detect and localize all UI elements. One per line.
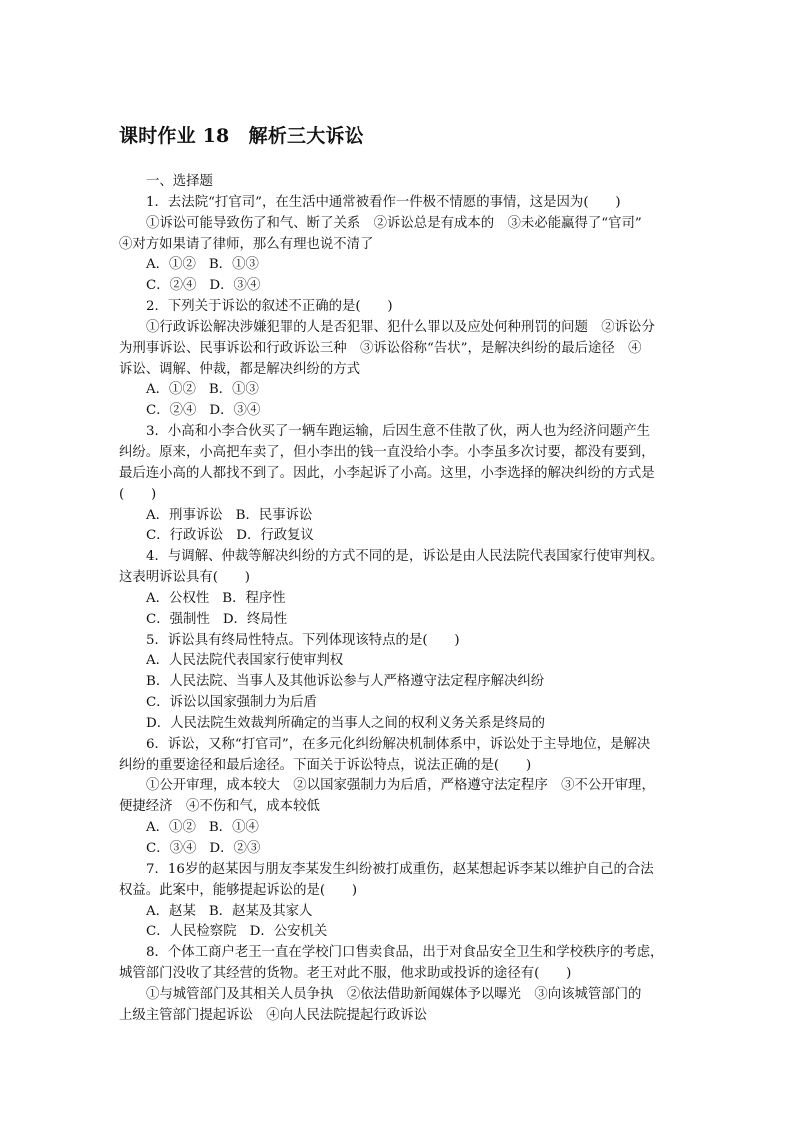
options-row [119,610,685,631]
question-list [119,172,685,1027]
answer-option: A．公权性 [146,590,210,606]
question-stem-line: 4．与调解、仲裁等解决纠纷的方式不同的是，诉讼是由人民法院代表国家行使审判权。 [146,549,664,565]
answer-option: C．行政诉讼 [146,528,224,544]
options-row [119,672,685,693]
question-item [119,860,685,943]
answer-option: D．终局性 [222,611,288,627]
statement-line: ①诉讼可能导致伤了和气、断了关系 ②诉讼总是有成本的 ③未必能赢得了“官司” [146,215,642,231]
question-item [119,547,685,630]
answer-option: B．①④ [208,820,259,836]
question-stem-line: 纠纷的重要途径和最后途径。下面关于诉讼特点，说法正确的是( ) [119,757,532,773]
statement-line: ④对方如果请了律师，那么有理也说不清了 [119,236,374,252]
question-item [119,943,685,1026]
question-stem-line: ( ) [119,486,157,502]
answer-option: A．①② [146,257,196,273]
answer-option: A．刑事诉讼 [146,507,223,523]
options-row [119,818,685,839]
question-stem-line: 城管部门没收了其经营的货物。老王对此不服，他求助或投诉的途径有( ) [119,966,572,982]
statement-line: ①行政诉讼解决涉嫌犯罪的人是否犯罪、犯什么罪以及应处何种刑罚的问题 ②诉讼分 [146,319,655,335]
answer-option: B．民事诉讼 [235,507,313,523]
answer-option: A．赵某 [146,903,196,919]
statement-line: 为刑事诉讼、民事诉讼和行政诉讼三种 ③诉讼俗称“告状”，是解决纠纷的最后途径 ④ [119,340,642,356]
options-row [119,902,685,923]
question-item [119,422,685,547]
answer-option: C．③④ [146,841,197,856]
options-row [119,380,685,401]
statement-line: 便捷经济 ④不伤和气，成本较低 [119,799,320,815]
options-row [119,401,685,422]
options-row [119,839,685,860]
options-row [119,693,685,714]
options-row [119,506,685,527]
options-row [119,276,685,297]
answer-option: C．人民检察院 [146,924,237,940]
statement-line: ①公开审理，成本较大 ②以国家强制力为后盾，严格遵守法定程序 ③不公开审理， [146,778,655,794]
question-stem-line: 最后连小高的人都找不到了。因此，小李起诉了小高。这里，小李选择的解决纠纷的方式是 [119,465,655,481]
answer-option: D．③④ [209,278,261,294]
answer-option: A．人民法院代表国家行使审判权 [146,653,344,669]
answer-option: C．诉讼以国家强制力为后盾 [146,695,317,711]
options-row [119,589,685,610]
options-row [119,526,685,547]
statement-line: 诉讼、调解、仲裁，都是解决纠纷的方式 [119,361,361,377]
question-item [119,735,685,860]
answer-option: C．②④ [146,403,197,419]
answer-option: A．①② [146,820,196,836]
answer-option: D．③④ [209,403,261,419]
statement-line: ①与城管部门及其相关人员争执 ②依法借助新闻媒体予以曝光 ③向该城管部门的 [146,986,642,1002]
answer-option: D．②③ [209,841,261,856]
options-row [119,714,685,735]
question-item [119,193,685,297]
question-stem-line: 1．去法院“打官司”，在生活中通常被看作一件极不情愿的事情，这是因为( ) [146,194,621,210]
question-stem-line: 3．小高和小李合伙买了一辆车跑运输，后因生意不佳散了伙，两人也为经济问题产生 [146,424,650,440]
question-stem-line: 纠纷。原来，小高把车卖了，但小李出的钱一直没给小李。小李虽多次讨要，都没有要到， [119,444,655,460]
question-stem-line: 2．下列关于诉讼的叙述不正确的是( ) [146,299,393,315]
answer-option: C．②④ [146,278,197,294]
question-stem-line: 8．个体工商户老王一直在学校门口售卖食品，出于对食品安全卫生和学校秩序的考虑， [146,945,664,961]
options-row [119,255,685,276]
answer-option: B．程序性 [222,590,286,606]
question-stem-line: 5．诉讼具有终局性特点。下列体现该特点的是( ) [146,632,460,648]
options-row [119,651,685,672]
page-title: 课时作业 18 解析三大诉讼 [119,125,364,147]
answer-option: D．公安机关 [249,924,328,940]
question-stem-line: 6．诉讼，又称“打官司”，在多元化纠纷解决机制体系中，诉讼处于主导地位，是解决 [146,736,651,752]
answer-option: D．行政复议 [236,528,314,544]
section-heading: 一、选择题 [146,174,213,189]
answer-option: A．①② [146,382,196,398]
question-stem-line: 权益。此案中，能够提起诉讼的是( ) [119,882,358,898]
answer-option: B．①③ [208,382,259,398]
question-stem-line: 7．16岁的赵某因与朋友李某发生纠纷被打成重伤，赵某想起诉李某以维护自己的合法 [146,861,654,877]
answer-option: D．人民法院生效裁判所确定的当事人之间的权利义务关系是终局的 [146,715,546,731]
answer-option: B．人民法院、当事人及其他诉讼参与人严格遵守法定程序解决纠纷 [146,674,545,690]
options-row [119,922,685,943]
answer-option: C．强制性 [146,611,210,627]
question-stem-line: 这表明诉讼具有( ) [119,570,250,586]
question-item [119,631,685,735]
question-item [119,297,685,422]
answer-option: B．赵某及其家人 [208,903,313,919]
statement-line: 上级主管部门提起诉讼 ④向人民法院提起行政诉讼 [119,1007,427,1023]
answer-option: B．①③ [208,257,259,273]
